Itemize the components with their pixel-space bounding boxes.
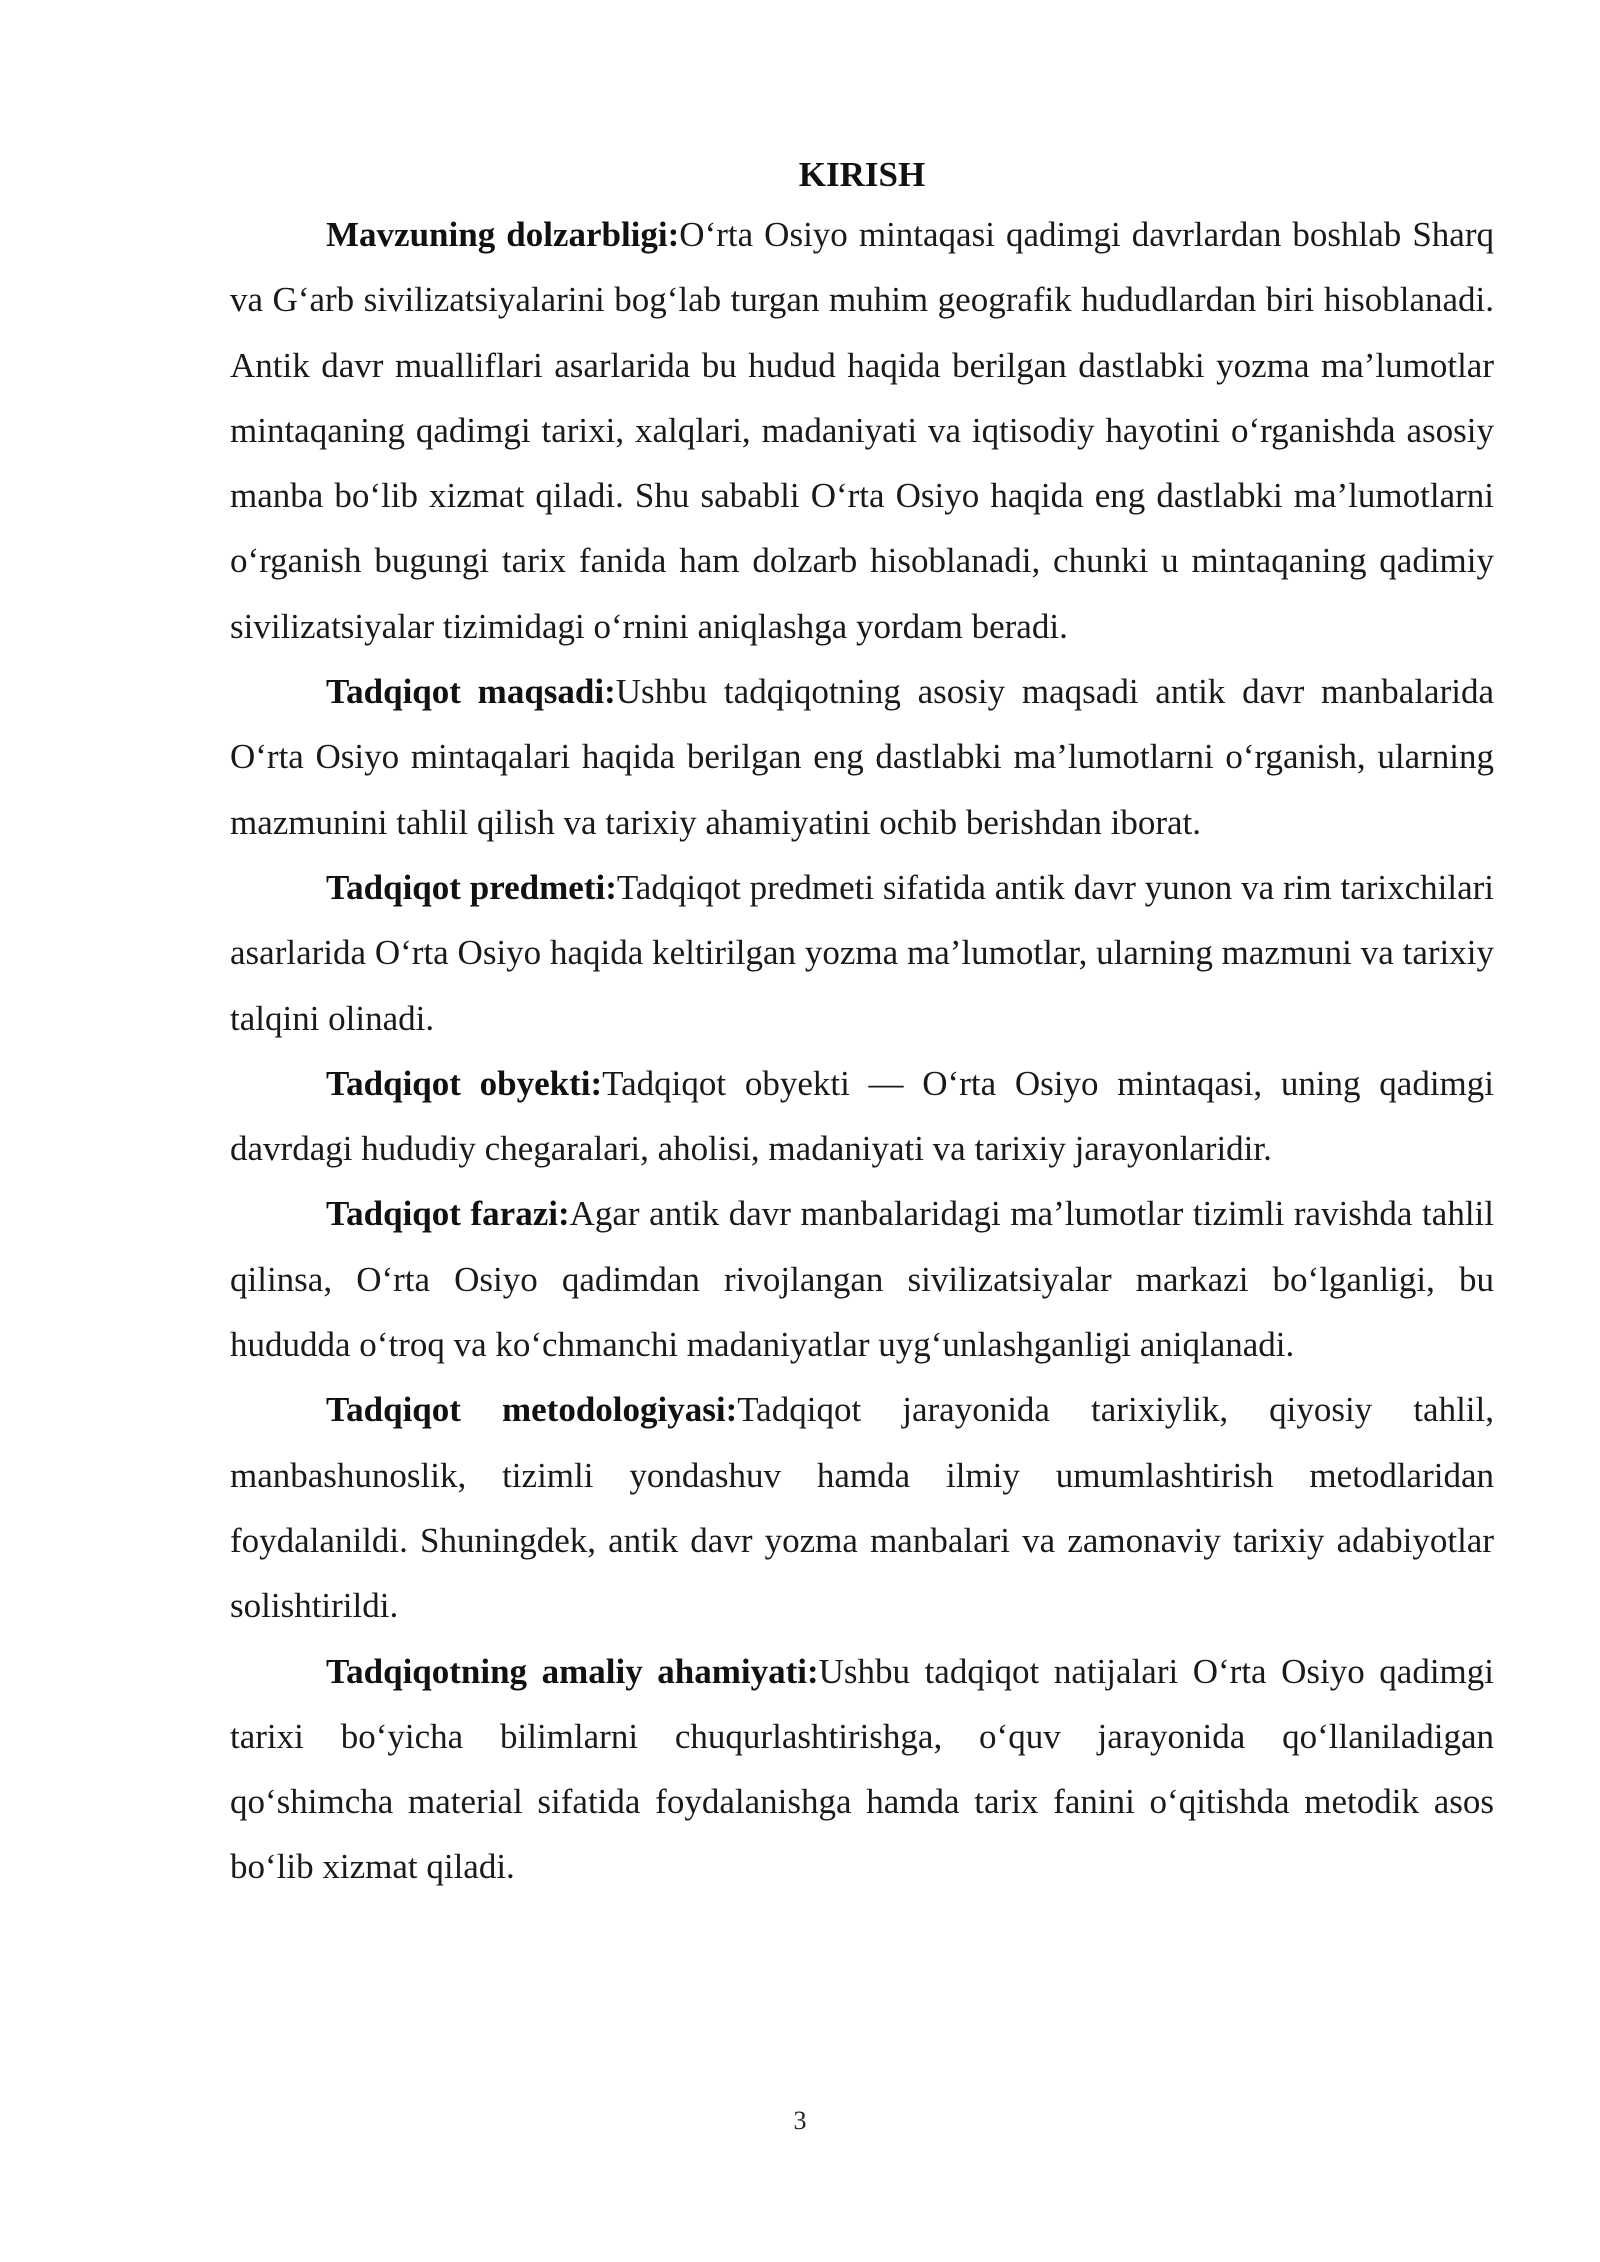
paragraph-lead: Tadqiqot predmeti: bbox=[326, 867, 617, 907]
paragraph-methodology bbox=[230, 1377, 1494, 1638]
paragraph-lead: Tadqiqot obyekti: bbox=[326, 1063, 603, 1103]
paragraph-object bbox=[230, 1051, 1494, 1182]
page-content bbox=[230, 150, 1494, 1900]
page-number: 3 bbox=[793, 2106, 807, 2135]
paragraph-body: Ushbu tadqiqotning asosiy maqsadi antik davr manbalarida O‘rta Osiyo mintaqalari haqida berilgan eng dastlabki ma’lumotlarni o‘rganish, ularning mazmunini tahlil qilish va tarixiy ahamiyatini ochib berishdan iborat. bbox=[230, 672, 1494, 842]
paragraph-hypothesis bbox=[230, 1181, 1494, 1377]
paragraph-lead: Mavzuning dolzarbligi: bbox=[326, 215, 680, 254]
section-heading: KIRISH bbox=[798, 155, 926, 194]
paragraph-lead: Tadqiqotning amaliy ahamiyati: bbox=[326, 1651, 819, 1691]
paragraph-body: O‘rta Osiyo mintaqasi qadimgi davrlardan boshlab Sharq va G‘arb sivilizatsiyalarini bog‘lab turgan muhim geografik hududlardan biri hisoblanadi. Antik davr mualliflari asarlarida bu hudud haqida berilgan dastlabki yozma ma’lumotlar mintaqaning qadimgi tarixi, xalqlari, madaniyati va iqtisodiy hayotini o‘rganishda asosiy manba bo‘lib xizmat qiladi. Shu sababli O‘rta Osiyo haqida eng dastlabki ma’lumotlarni o‘rganish bugungi tarix fanida ham dolzarb hisoblanadi, chunki u mintaqaning qadimiy sivilizatsiyalar tizimidagi o‘rnini aniqlashga yordam beradi. bbox=[230, 215, 1494, 646]
paragraph-lead: Tadqiqot maqsadi: bbox=[326, 672, 616, 712]
paragraph-practical-significance bbox=[230, 1639, 1494, 1900]
paragraph-body: Ushbu tadqiqot natijalari O‘rta Osiyo qadimgi tarixi bo‘yicha bilimlarni chuqurlashtirishga, o‘quv jarayonida qo‘llaniladigan qo‘shimcha material sifatida foydalanishga hamda tarix fanini o‘qitishda metodik asos bo‘lib xizmat qiladi. bbox=[230, 1651, 1495, 1887]
paragraph-relevance bbox=[230, 202, 1494, 659]
paragraph-body: Tadqiqot predmeti sifatida antik davr yunon va rim tarixchilari asarlarida O‘rta Osiyo haqida keltirilgan yozma ma’lumotlar, ularning mazmuni va tarixiy talqini olinadi. bbox=[230, 867, 1494, 1038]
paragraph-body: Tadqiqot obyekti — O‘rta Osiyo mintaqasi, uning qadimgi davrdagi hududiy chegaralari, aholisi, madaniyati va tarixiy jarayonlaridir. bbox=[230, 1063, 1494, 1169]
paragraph-goal bbox=[230, 659, 1494, 855]
paragraph-lead: Tadqiqot metodologiyasi: bbox=[326, 1390, 738, 1430]
paragraph-body: Tadqiqot jarayonida tarixiylik, qiyosiy tahlil, manbashunoslik, tizimli yondashuv hamda ilmiy umumlashtirish metodlaridan foydalanildi. Shuningdek, antik davr yozma manbalari va zamonaviy tarixiy adabiyotlar solishtirildi. bbox=[230, 1390, 1494, 1626]
paragraph-lead: Tadqiqot farazi: bbox=[326, 1194, 570, 1234]
paragraph-body: Agar antik davr manbalaridagi ma’lumotlar tizimli ravishda tahlil qilinsa, O‘rta Osiyo qadimdan rivojlangan sivilizatsiyalar markazi bo‘lganligi, bu hududda o‘troq va ko‘chmanchi madaniyatlar uyg‘unlashganligi aniqlanadi. bbox=[230, 1194, 1494, 1365]
paragraph-subject bbox=[230, 855, 1494, 1051]
